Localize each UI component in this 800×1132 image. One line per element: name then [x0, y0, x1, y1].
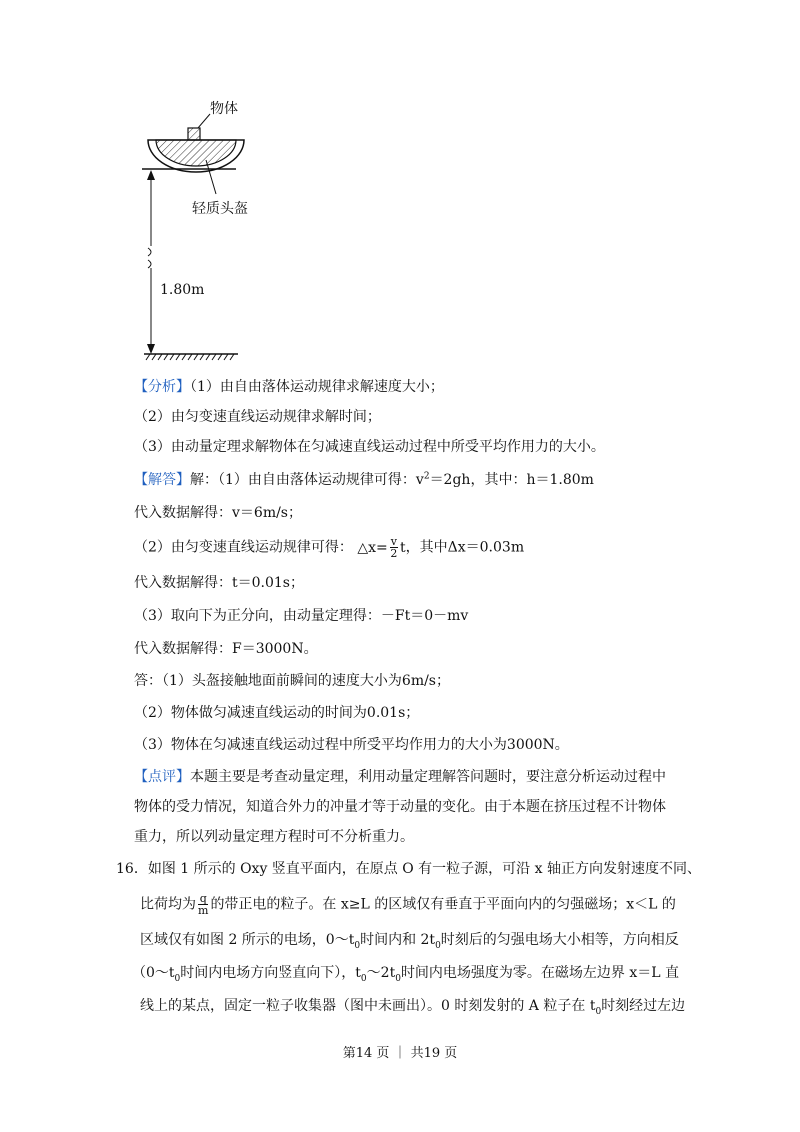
charge-mass-ratio: $\frac{q}{m}$ [198, 892, 209, 917]
question16-line-3: 区域仅有如图 2 所示的电场，$0\sim t_0$时间内和 $2t_0$时刻后的匀强电场大小相等，方向相反 [140, 932, 679, 951]
height-label: 1.80m [160, 282, 205, 298]
object-top-block [188, 128, 200, 140]
comment-tag: 【点评】 [134, 769, 190, 785]
question16-line-2: 比荷均为 $\frac{q}{m}$ 的带正电的粒子。在 x≥L 的区域仅有垂直于平面向内的匀强磁场；x＜L 的 [140, 892, 676, 917]
question16-line-5: 线上的某点，固定一粒子收集器（图中未画出）。0 时刻发射的 A 粒子在 $t_0$时刻经过左边 [140, 998, 686, 1017]
question16-line-4: （$0\sim t_0$时间内电场方向竖直向下），$t_0\sim 2t_0$时间内电场强度为零。在磁场左边界 x＝L 直 [132, 965, 680, 984]
answer-line-4: 代入数据解得：t＝0.01s； [134, 575, 304, 591]
answer-line-8: （2）物体做匀减速直线运动的时间为0.01s； [134, 705, 420, 721]
answer-line-2: 代入数据解得：v＝6m/s； [134, 505, 302, 521]
analysis-line-3: （3）由动量定理求解物体在匀减速直线运动过程中所受平均作用力的大小。 [134, 439, 605, 455]
answer-line-3: （2）由匀变速直线运动规律可得： △x= $\frac{v}{2}$ t，其中Δx＝0.03m [134, 535, 525, 560]
answer-line-7: 答：（1）头盔接触地面前瞬间的速度大小为6m/s； [134, 673, 450, 689]
analysis-tag: 【分析】 [134, 379, 190, 395]
comment-line-1: 【点评】本题主要是考查动量定理，利用动量定理解答问题时，要注意分析运动过程中 [134, 769, 666, 785]
object-label: 物体 [210, 101, 238, 117]
analysis-line-2: （2）由匀变速直线运动规律求解时间； [134, 409, 381, 425]
analysis-text-1: （1）由自由落体运动规律求解速度大小； [190, 379, 444, 395]
answer-line-5: （3）取向下为正分向，由动量定理得：－Ft＝0－mv [134, 608, 469, 624]
helmet-label: 轻质头盔 [192, 201, 248, 217]
analysis-line-1 [134, 377, 444, 397]
question16-line-1: 16．如图 1 所示的 Oxy 竖直平面内，在原点 O 有一粒子源，可沿 x 轴正方向发射速度不同、 [116, 861, 701, 877]
comment-line-2: 物体的受力情况，知道合外力的冲量才等于动量的变化。由于本题在挤压过程不计物体 [134, 799, 666, 815]
answer-tag: 【解答】 [134, 472, 190, 488]
delta-x-formula: △x= $\frac{v}{2}$ t [357, 535, 406, 560]
answer-line-1: 【解答】解：（1）由自由落体运动规律可得：$v^2=2gh$，其中：h＝1.80m [134, 471, 594, 488]
answer-line-6: 代入数据解得：F＝3000N。 [134, 641, 318, 657]
comment-line-3: 重力，所以列动量定理方程时可不分析重力。 [134, 829, 414, 845]
page-footer: 第14 页 ｜ 共19 页 [342, 1046, 458, 1061]
answer-line-9: （3）物体在匀减速直线运动过程中所受平均作用力的大小为3000N。 [134, 737, 569, 753]
helmet-drop-figure [140, 96, 270, 366]
helmet-drop-diagram [140, 96, 270, 366]
